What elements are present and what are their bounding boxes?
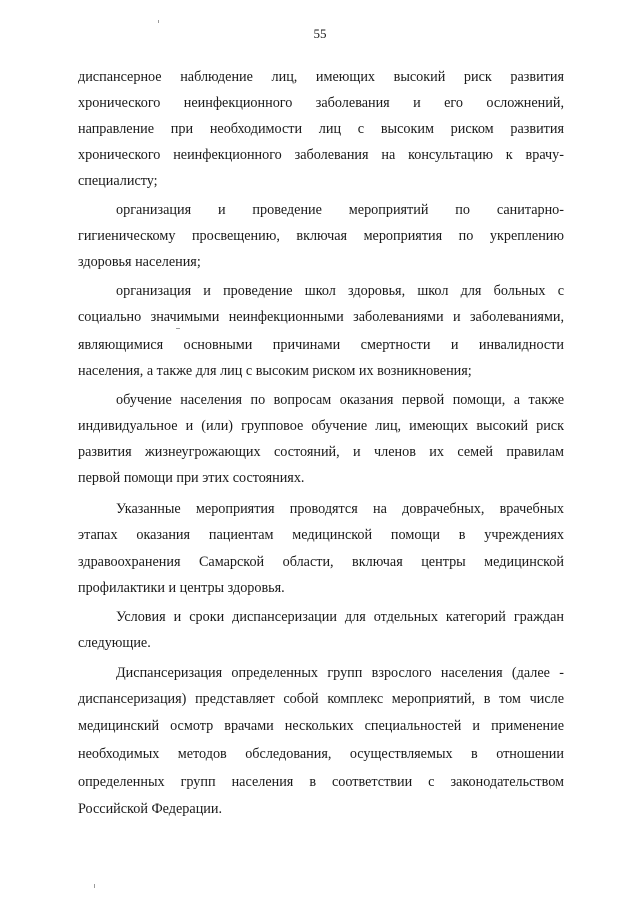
text-line: диспансеризация) представляет собой комплекс мероприятий, в том числе [78,691,564,707]
text-line: этапах оказания пациентам медицинской помощи в учреждениях [78,527,564,543]
text-line: определенных групп населения в соответствии с законодательством [78,774,564,790]
text-line: гигиеническому просвещению, включая мероприятия по укреплению [78,228,564,244]
text-line: здравоохранения Самарской области, включая центры медицинской [78,554,564,570]
text-line: следующие. [78,635,151,651]
text-line: хронического неинфекционного заболевания на консультацию к врачу- [78,147,564,163]
text-line: Российской Федерации. [78,801,223,817]
text-line: организация и проведение школ здоровья, школ для больных с [116,283,564,299]
text-line: направление при необходимости лиц с высоким риском развития [78,121,564,137]
page-number: 55 [313,26,327,41]
text-line: развития жизнеугрожающих состояний, и членов их семей правилам [78,444,564,460]
text-line: являющимися основными причинами смертности и инвалидности [78,337,564,353]
scan-speck [158,20,159,23]
text-line: здоровья населения; [78,254,201,270]
text-line: профилактики и центры здоровья. [78,580,285,596]
text-line: первой помощи при этих состояниях. [78,470,305,486]
text-line: социально значимыми неинфекционными заболеваниями и заболеваниями, [78,309,564,325]
text-line: индивидуальное и (или) групповое обучение лиц, имеющих высокий риск [78,418,564,434]
text-line: Условия и сроки диспансеризации для отдельных категорий граждан [116,609,564,625]
text-line: Указанные мероприятия проводятся на доврачебных, врачебных [116,501,564,517]
text-line: обучение населения по вопросам оказания первой помощи, а также [116,392,564,408]
text-line: специалисту; [78,173,158,189]
scan-speck [94,884,95,888]
scan-speck [176,328,180,329]
text-line: хронического неинфекционного заболевания и его осложнений, [78,95,564,111]
text-line: диспансерное наблюдение лиц, имеющих высокий риск развития [78,69,564,85]
text-line: необходимых методов обследования, осуществляемых в отношении [78,746,564,762]
text-line: Диспансеризация определенных групп взрослого населения (далее - [116,665,564,681]
text-line: населения, а также для лиц с высоким риском их возникновения; [78,363,472,379]
text-line: медицинский осмотр врачами нескольких специальностей и применение [78,718,564,734]
text-line: организация и проведение мероприятий по санитарно- [116,202,564,218]
